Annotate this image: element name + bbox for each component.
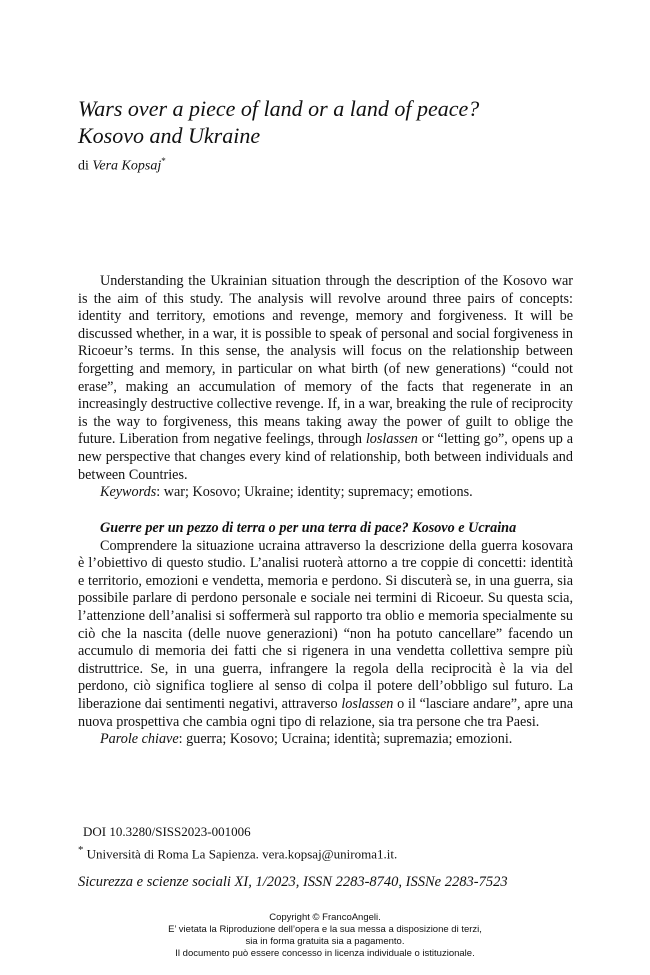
author-footnote-mark: * [161, 156, 166, 166]
abstract-english-term: loslassen [365, 431, 418, 448]
affiliation-footnote [78, 841, 573, 863]
affiliation-text: Università di Roma La Sapienza. vera.kopsaj@uniroma1.it. [83, 846, 398, 862]
copyright-line-4: Il documento può essere concesso in licenza individuale o istituzionale. [175, 948, 475, 959]
keywords-english-list: : war; Kosovo; Ukraine; identity; supremacy; emotions. [156, 484, 473, 501]
abstract-english-body [78, 273, 573, 484]
keywords-english-label: Keywords [100, 484, 157, 501]
abstract-english-text: Understanding the Ukrainian situation through the description of the Kosovo war is the aim of this study. The analysis will revolve around three pairs of concepts: identity and territory, emotions and revenge, memory and forgiveness. It will be discussed whether, in a war, it is possible to speak of personal and social forgiveness in Ricoeur’s terms. In this sense, the analysis will focus on the relationship between forgetting and memory, in particular on what birth (of new generations) “could not erase”, making an accumulation of memory of the facts that regenerate in an increasingly destructive collective revenge. If, in a war, breaking the rule of reciprocity is the way to forgiveness, this means taking away the power of guilt to oblige the future. Liberation from negative feelings, through [78, 273, 573, 448]
keywords-italian [78, 731, 573, 749]
abstract-italian-text: Comprendere la situazione ucraina attraverso la descrizione della guerra kosovara è l’obiettivo di questo studio. L’analisi ruoterà attorno a tre coppie di concetti: identità e territorio, emozioni e vendetta, memoria e perdono. Si discuterà se, in una guerra, sia possibile parlare di perdono personale e sociale nei termini di Ricoeur. Su questa scia, l’attenzione dell’analisi si soffermerà sul rapporto tra oblio e memoria specialmente su ciò che la nascita (delle nuove generazioni) “non ha potuto cancellare” facendo un accumulo di memoria dei fatti che si rigenera in una vendetta collettiva sempre più distruttrice. Se, in una guerra, infrangere la regola della reciprocità è la via del perdono, ciò significa togliere al senso di colpa il potere dell’obbligo sul futuro. La liberazione dai sentimenti negativi, attraverso [78, 537, 573, 712]
byline [78, 152, 166, 176]
journal-citation: Sicurezza e scienze sociali XI, 1/2023, ISSN 2283-8740, ISSNe 2283-7523 [78, 874, 508, 890]
doi-line: DOI 10.3280/SISS2023-001006 [83, 824, 251, 839]
abstract-italian-title: Guerre per un pezzo di terra o per una terra di pace? Kosovo e Ucraina [100, 520, 517, 536]
abstract-english [78, 273, 573, 502]
copyright-line-2: E’ vietata la Riproduzione dell’opera e la sua messa a disposizione di terzi, [168, 924, 482, 935]
article-title-line-2: Kosovo and Ukraine [78, 123, 261, 148]
abstract-italian-tail: o il “lasciare andare”, apre una nuova prospettiva che cambia ogni tipo di relazione, sia tra persone che tra Paesi. [78, 695, 573, 730]
article-title-line-1: Wars over a piece of land or a land of peace? [78, 96, 480, 121]
keywords-italian-label: Parole chiave [100, 731, 179, 748]
article-title [78, 95, 598, 149]
abstract-english-tail: or “letting go”, opens up a new perspective that changes every kind of relationship, both between individuals and between Countries. [78, 431, 573, 483]
footnotes [78, 822, 573, 863]
abstract-italian-body [78, 538, 573, 732]
abstract-italian-term: loslassen [341, 695, 394, 712]
byline-prefix: di [78, 158, 89, 174]
copyright-line-3: sia in forma gratuita sia a pagamento. [245, 936, 405, 947]
copyright-notice [0, 912, 650, 960]
affiliation-footnote-mark: * [78, 844, 84, 856]
copyright-line-1: Copyright © FrancoAngeli. [269, 912, 381, 923]
abstract-italian [78, 520, 573, 749]
keywords-italian-list: : guerra; Kosovo; Ucraina; identità; supremazia; emozioni. [178, 731, 513, 748]
keywords-english [78, 484, 573, 502]
author-name: Vera Kopsaj [92, 158, 162, 174]
